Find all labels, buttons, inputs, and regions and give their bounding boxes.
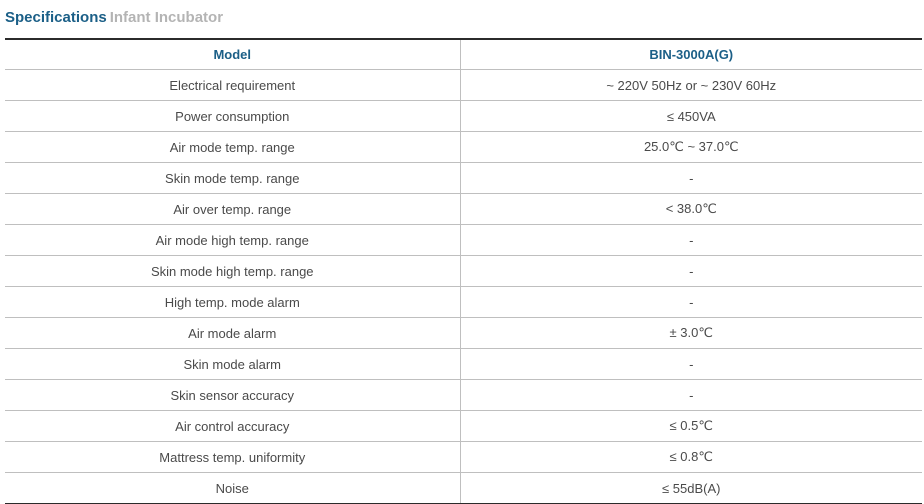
spec-label: High temp. mode alarm	[5, 287, 460, 318]
table-row	[5, 101, 922, 132]
spec-value: -	[460, 256, 922, 287]
table-row	[5, 287, 922, 318]
spec-value: ≤ 450VA	[460, 101, 922, 132]
table-row	[5, 349, 922, 380]
spec-label: Skin mode alarm	[5, 349, 460, 380]
page-title: Specifications	[5, 9, 107, 26]
header-model-cell: BIN-3000A(G)	[460, 39, 922, 70]
spec-value: ~ 220V 50Hz or ~ 230V 60Hz	[460, 70, 922, 101]
spec-label: Skin mode high temp. range	[5, 256, 460, 287]
spec-label: Power consumption	[5, 101, 460, 132]
spec-value: -	[460, 163, 922, 194]
table-row	[5, 225, 922, 256]
table-row	[5, 194, 922, 225]
spec-value: -	[460, 225, 922, 256]
spec-value: ≤ 55dB(A)	[460, 473, 922, 504]
table-row	[5, 163, 922, 194]
spec-value: 25.0℃ ~ 37.0℃	[460, 132, 922, 163]
spec-value: -	[460, 380, 922, 411]
header-label-cell: Model	[5, 39, 460, 70]
spec-value: -	[460, 287, 922, 318]
spec-label: Skin sensor accuracy	[5, 380, 460, 411]
spec-value: -	[460, 349, 922, 380]
spec-label: Air mode temp. range	[5, 132, 460, 163]
table-row	[5, 70, 922, 101]
table-row	[5, 256, 922, 287]
table-row	[5, 411, 922, 442]
table-row	[5, 473, 922, 504]
spec-label: Air over temp. range	[5, 194, 460, 225]
spec-value: ± 3.0℃	[460, 318, 922, 349]
page-subtitle: Infant Incubator	[109, 9, 224, 26]
spec-value: < 38.0℃	[460, 194, 922, 225]
page-heading	[5, 9, 223, 27]
spec-label: Air mode high temp. range	[5, 225, 460, 256]
spec-value: ≤ 0.5℃	[460, 411, 922, 442]
table-row	[5, 318, 922, 349]
table-row	[5, 132, 922, 163]
spec-label: Mattress temp. uniformity	[5, 442, 460, 473]
spec-label: Noise	[5, 473, 460, 504]
table-row	[5, 380, 922, 411]
specifications-table	[5, 38, 922, 504]
table-header-row	[5, 39, 922, 70]
spec-label: Air control accuracy	[5, 411, 460, 442]
spec-label: Skin mode temp. range	[5, 163, 460, 194]
spec-label: Air mode alarm	[5, 318, 460, 349]
spec-label: Electrical requirement	[5, 70, 460, 101]
table-row	[5, 442, 922, 473]
spec-value: ≤ 0.8℃	[460, 442, 922, 473]
